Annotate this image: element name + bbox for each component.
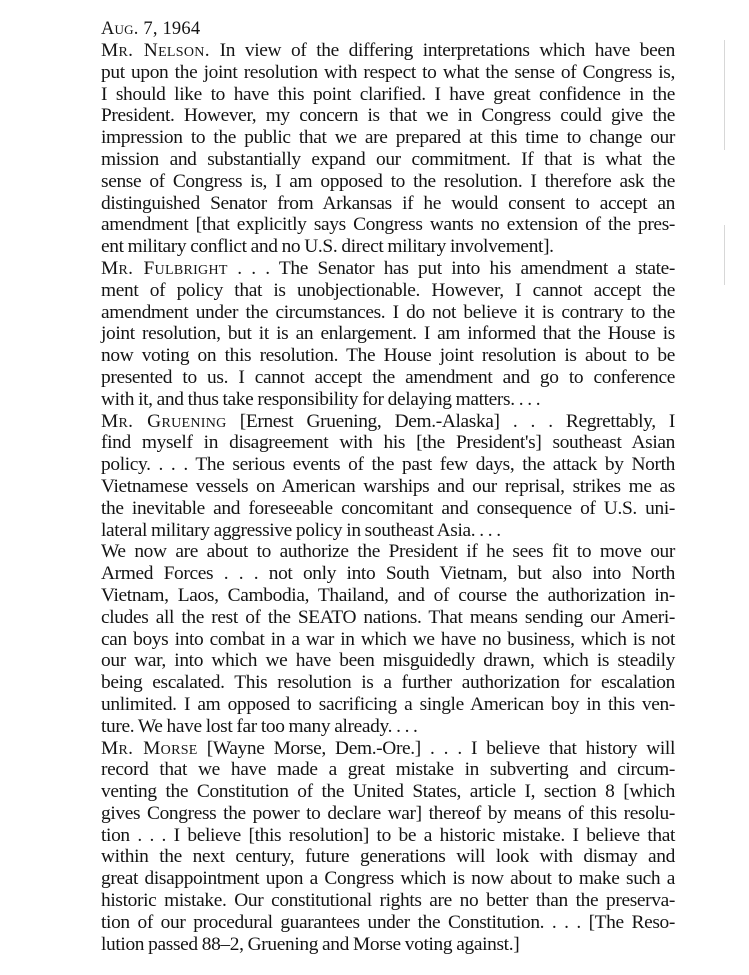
text-line: [81, 171, 675, 193]
line-text: tion of our procedural guarantees under the Constitution. . . . [The Reso-: [101, 911, 675, 933]
text-line: [81, 127, 675, 149]
text-line: [81, 62, 675, 84]
line-text: joint resolution, but it is an enlargement. I am informed that the House is: [101, 323, 675, 345]
line-text: find myself in disagreement with his [the President's] southeast Asian: [101, 432, 675, 454]
paragraph: [81, 258, 675, 411]
line-text: the inevitable and foreseeable concomitant and consequence of U.S. uni-: [101, 497, 675, 519]
scan-artifact-line: [724, 40, 725, 150]
line-text: amendment [that explicitly says Congress wants no extension of the pres-: [101, 214, 675, 236]
text-line: [81, 323, 675, 345]
text-line: [81, 302, 675, 324]
line-text: In view of the differing interpretations which have been: [209, 40, 675, 61]
text-line: [81, 389, 675, 411]
line-text: [Ernest Gruening, Dem.-Alaska] . . . Regrettably, I: [226, 410, 675, 432]
line-text: presented to us. I cannot accept the amendment and go to conference: [101, 366, 675, 388]
line-text: being escalated. This resolution is a further authorization for escalation: [101, 672, 675, 694]
text-line: [81, 84, 675, 106]
text-line: [81, 607, 675, 629]
text-line: [81, 934, 675, 956]
line-text: venting the Constitution of the United States, article I, section 8 [which: [101, 781, 675, 803]
text-line: [81, 803, 675, 825]
text-line: [81, 345, 675, 367]
text-line: [81, 890, 675, 912]
paragraph: [81, 411, 675, 542]
dateline: [101, 18, 675, 40]
line-text: great disappointment upon a Congress which is now about to make such a: [101, 868, 675, 890]
line-text: cludes all the rest of the SEATO nations. That means sending our Ameri-: [101, 606, 675, 628]
scan-artifact-line: [724, 225, 725, 285]
line-text: record that we have made a great mistake in subverting and circum-: [101, 759, 675, 781]
text-line: [81, 629, 675, 651]
line-text: unlimited. I am opposed to sacrificing a single American boy in this ven-: [101, 693, 675, 715]
text-line: [81, 258, 675, 280]
text-line: [81, 214, 675, 236]
text-line: [81, 105, 675, 127]
line-text: policy. . . . The serious events of the past few days, the attack by North: [101, 454, 675, 476]
line-text: Vietnam, Laos, Cambodia, Thailand, and of course the authorization in-: [101, 584, 675, 606]
text-line: [81, 585, 675, 607]
text-line: [81, 498, 675, 520]
document-body: [81, 40, 675, 955]
text-line: [81, 825, 675, 847]
text-line: [81, 40, 675, 62]
line-text: within the next century, future generations will look with dismay and: [101, 846, 675, 868]
line-text: impression to the public that we are prepared at this time to change our: [101, 127, 675, 149]
line-text: [Wayne Morse, Dem.-Ore.] . . . I believe that history will: [197, 737, 675, 759]
line-text: We now are about to authorize the President if he sees fit to move our: [101, 541, 675, 563]
line-text: ture. We have lost far too many already. . . .: [101, 715, 418, 737]
text-line: [81, 193, 675, 215]
text-line: [81, 541, 675, 563]
text-line: [81, 759, 675, 781]
line-text: Vietnamese vessels on American warships and our reprisal, strikes me as: [101, 475, 675, 497]
text-line: [81, 868, 675, 890]
line-text: lution passed 88–2, Gruening and Morse voting against.]: [101, 933, 520, 955]
speaker-name: Mr. Fulbright: [101, 257, 228, 279]
line-text: put upon the joint resolution with respect to what the sense of Congress is,: [101, 61, 675, 83]
line-text: sense of Congress is, I am opposed to the resolution. I therefore ask the: [101, 170, 675, 192]
text-line: [81, 432, 675, 454]
line-text: historic mistake. Our constitutional rights are no better than the preserva-: [101, 890, 675, 912]
text-line: [81, 781, 675, 803]
dateline-day-year: 7, 1964: [138, 19, 201, 39]
paragraph: [81, 738, 675, 956]
text-line: [81, 694, 675, 716]
text-line: [81, 846, 675, 868]
text-line: [81, 149, 675, 171]
document-page: [81, 18, 675, 955]
text-line: [81, 738, 675, 760]
text-line: [81, 367, 675, 389]
text-line: [81, 716, 675, 738]
text-line: [81, 476, 675, 498]
line-text: President. However, my concern is that we in Congress could give the: [101, 105, 675, 127]
paragraph: [81, 40, 675, 258]
text-line: [81, 411, 675, 433]
line-text: ment of policy that is unobjectionable. However, I cannot accept the: [101, 279, 675, 301]
text-line: [81, 912, 675, 934]
line-text: amendment under the circumstances. I do not believe it is contrary to the: [101, 301, 675, 323]
line-text: now voting on this resolution. The House joint resolution is about to be: [101, 345, 675, 367]
text-line: [81, 672, 675, 694]
text-line: [81, 280, 675, 302]
speaker-name: Mr. Nelson.: [101, 40, 210, 61]
line-text: gives Congress the power to declare war] thereof by means of this resolu-: [101, 802, 675, 824]
text-line: [81, 650, 675, 672]
paragraph: [81, 541, 675, 737]
line-text: I should like to have this point clarified. I have great confidence in the: [101, 83, 675, 105]
line-text: . . . The Senator has put into his amendment a state-: [227, 257, 675, 279]
line-text: with it, and thus take responsibility for delaying matters. . . .: [101, 388, 541, 410]
text-line: [81, 454, 675, 476]
line-text: can boys into combat in a war in which we have no business, which is not: [101, 628, 675, 650]
line-text: lateral military aggressive policy in southeast Asia. . . .: [101, 519, 501, 541]
text-line: [81, 236, 675, 258]
line-text: our war, into which we have been misguidedly drawn, which is steadily: [101, 650, 675, 672]
text-line: [81, 520, 675, 542]
dateline-month: Aug.: [101, 19, 139, 39]
line-text: Armed Forces . . . not only into South Vietnam, but also into North: [101, 563, 675, 585]
text-line: [81, 563, 675, 585]
speaker-name: Mr. Morse: [101, 737, 198, 759]
line-text: distinguished Senator from Arkansas if he would consent to accept an: [101, 192, 675, 214]
speaker-name: Mr. Gruening: [101, 410, 227, 432]
line-text: tion . . . I believe [this resolution] to be a historic mistake. I believe that: [101, 824, 675, 846]
line-text: mission and substantially expand our commitment. If that is what the: [101, 148, 675, 170]
line-text: ent military conflict and no U.S. direct military involvement].: [101, 236, 554, 258]
